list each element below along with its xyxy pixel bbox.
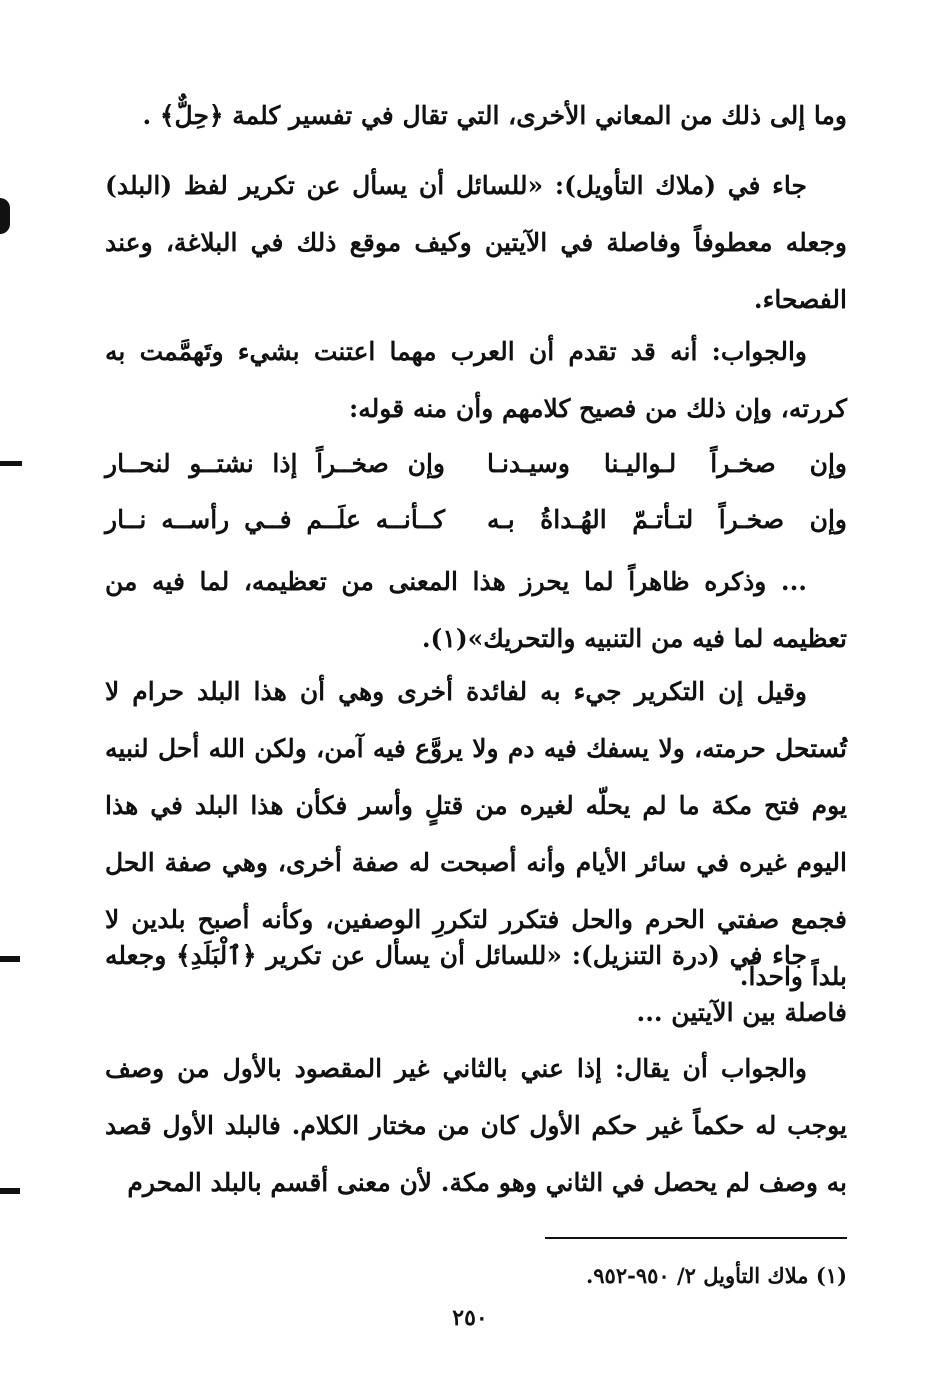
poem xyxy=(105,436,847,548)
scan-mark xyxy=(0,461,22,466)
scan-mark xyxy=(0,198,10,234)
poem-hemistich: وإن صخـراً لـواليـنا وسيـدنـا xyxy=(487,449,847,478)
page-number: ٢٥٠ xyxy=(452,1305,488,1331)
paragraph-6: جاء في (درة التنزيل): «للسائل أن يسأل عن تكرير ﴿ٱلْبَلَدِ﴾ وجعله فاصلة بين الآيتين ... xyxy=(105,941,847,1027)
paragraph-5: وقيل إن التكرير جيء به لفائدة أخرى وهي أن هذا البلد حرام لا تُستحل حرمته، ولا يسفك فيه دم ولا يروَّع فيه آمن، ولكن الله أحل لنبيه يوم فتح مكة ما لم يحلّه لغيره من قتلٍ وأسر فكأن هذا البلد في هذا اليوم غيره في سائر الأيام وأنه أصبحت له صفة أخرى، وهي صفة الحل فجمع صفتي الحرم والحل فتكرر لتكررِ الوصفين، وكأنه أصبح بلدين لا بلداً واحداً. xyxy=(105,677,847,991)
scan-mark xyxy=(0,1188,20,1194)
poem-line xyxy=(105,436,847,492)
footnote: (١) ملاك التأويل ٢/ ٩٥٠-٩٥٢. xyxy=(585,1263,847,1288)
paragraph-4: ... وذكره ظاهراً لما يحرز هذا المعنى من تعظيمه، لما فيه من تعظيمه لما فيه من التنبيه والتحريك»(١). xyxy=(105,567,847,653)
paragraph-2: جاء في (ملاك التأويل): «للسائل أن يسأل عن تكرير لفظ (البلد) وجعله معطوفاً وفاصلة في الآيتين وكيف موقع ذلك في البلاغة، وعند الفصحاء. xyxy=(105,171,847,314)
paragraph-3: والجواب: أنه قد تقدم أن العرب مهما اعتنت بشيء وتَهمَّمت به كررته، وإن ذلك من فصيح كلامهم وأن منه قوله: xyxy=(105,337,847,423)
poem-line xyxy=(105,492,847,548)
footnote-divider xyxy=(545,1237,847,1239)
paragraph-1: وما إلى ذلك من المعاني الأخرى، التي تقال في تفسير كلمة ﴿حِلٌّ﴾ . xyxy=(142,101,847,130)
paragraph-7: والجواب أن يقال: إذا عني بالثاني غير المقصود بالأول من وصف يوجب له حكماً غير حكم الأول كان من مختار الكلام. فالبلد الأول قصد به وصف لم يحصل في الثاني وهو مكة. لأن معنى أقسم بالبلد المحرم xyxy=(105,1054,847,1197)
poem-hemistich: كــأنــه علَــم فــي رأســه نــار xyxy=(105,505,445,534)
poem-hemistich: وإن صخـراً لتـأتـمّ الهُـداةُ بـه xyxy=(487,505,847,534)
poem-hemistich: وإن صخــراً إذا نشتــو لنحــار xyxy=(105,449,445,478)
scan-mark xyxy=(0,956,20,962)
